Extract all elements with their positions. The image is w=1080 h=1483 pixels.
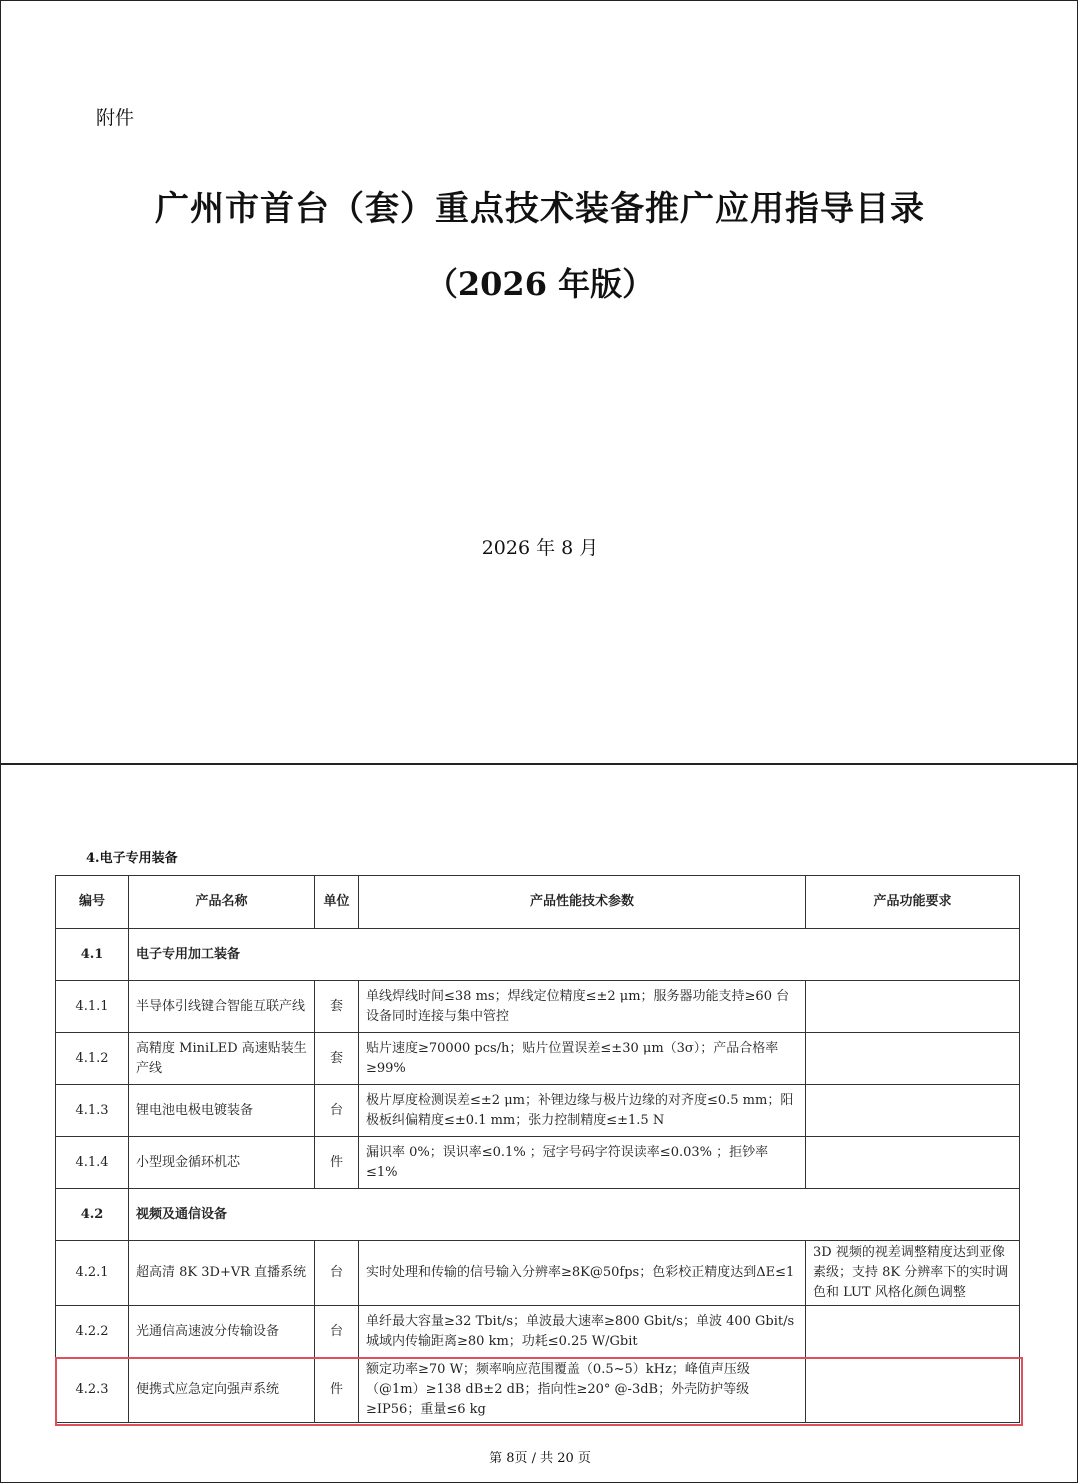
item-name: 便携式应急定向强声系统 <box>129 1358 315 1423</box>
item-params: 单线焊线时间≤38 ms；焊线定位精度≤±2 μm；服务器功能支持≥60 台设备同时连接与集中管控 <box>359 981 806 1033</box>
item-name: 半导体引线键合智能互联产线 <box>129 981 315 1033</box>
item-code: 4.1.2 <box>56 1033 129 1085</box>
item-name: 锂电池电极电镀装备 <box>129 1085 315 1137</box>
item-code: 4.2.3 <box>56 1358 129 1423</box>
header-code: 编号 <box>56 876 129 929</box>
page-footer: 第 8页 / 共 20 页 <box>489 1451 591 1466</box>
catalog-page <box>0 764 1078 1483</box>
item-function <box>806 1358 1020 1423</box>
category-name: 电子专用加工装备 <box>129 929 1020 981</box>
item-name: 小型现金循环机芯 <box>129 1137 315 1189</box>
category-row <box>56 1189 1020 1241</box>
item-params: 漏识率 0%；误识率≤0.1% ；冠字号码字符误读率≤0.03% ；拒钞率≤1% <box>359 1137 806 1189</box>
item-unit: 台 <box>315 1306 359 1358</box>
table-row <box>56 1306 1020 1358</box>
item-unit: 件 <box>315 1137 359 1189</box>
item-unit: 件 <box>315 1358 359 1423</box>
item-code: 4.1.1 <box>56 981 129 1033</box>
item-function <box>806 981 1020 1033</box>
header-unit: 单位 <box>315 876 359 929</box>
table-row-highlighted <box>56 1358 1020 1423</box>
item-unit: 套 <box>315 981 359 1033</box>
item-code: 4.2.2 <box>56 1306 129 1358</box>
catalog-table <box>55 875 1020 1423</box>
document-title: 广州市首台（套）重点技术装备推广应用指导目录 <box>155 189 925 229</box>
item-unit: 台 <box>315 1241 359 1306</box>
item-function <box>806 1085 1020 1137</box>
item-function: 3D 视频的视差调整精度达到亚像素级；支持 8K 分辨率下的实时调色和 LUT 风格化颜色调整 <box>806 1241 1020 1306</box>
document-subtitle: （2026 年版） <box>425 265 655 303</box>
item-code: 4.1.4 <box>56 1137 129 1189</box>
header-technical-params: 产品性能技术参数 <box>359 876 806 929</box>
item-function <box>806 1033 1020 1085</box>
item-name: 光通信高速波分传输设备 <box>129 1306 315 1358</box>
category-row <box>56 929 1020 981</box>
item-code: 4.2.1 <box>56 1241 129 1306</box>
item-code: 4.1.3 <box>56 1085 129 1137</box>
attachment-label: 附件 <box>96 107 135 129</box>
item-params: 极片厚度检测误差≤±2 μm；补锂边缘与极片边缘的对齐度≤0.5 mm；阳极板纠偏精度≤±0.1 mm；张力控制精度≤±1.5 N <box>359 1085 806 1137</box>
item-function <box>806 1137 1020 1189</box>
table-row <box>56 1137 1020 1189</box>
item-params: 贴片速度≥70000 pcs/h；贴片位置误差≤±30 μm（3σ）；产品合格率≥99% <box>359 1033 806 1085</box>
table-row <box>56 1033 1020 1085</box>
section-heading: 4.电子专用装备 <box>86 851 178 866</box>
table-row <box>56 981 1020 1033</box>
item-function <box>806 1306 1020 1358</box>
header-function-requirements: 产品功能要求 <box>806 876 1020 929</box>
item-params: 额定功率≥70 W；频率响应范围覆盖（0.5~5）kHz；峰值声压级（@1m）≥138 dB±2 dB；指向性≥20° @-3dB；外壳防护等级≥IP56；重量≤6 kg <box>359 1358 806 1423</box>
category-code: 4.2 <box>56 1189 129 1241</box>
item-unit: 台 <box>315 1085 359 1137</box>
item-unit: 套 <box>315 1033 359 1085</box>
item-params: 实时处理和传输的信号输入分辨率≥8K@50fps；色彩校正精度达到ΔE≤1 <box>359 1241 806 1306</box>
item-params: 单纤最大容量≥32 Tbit/s；单波最大速率≥800 Gbit/s；单波 400 Gbit/s 城域内传输距离≥80 km；功耗≤0.25 W/Gbit <box>359 1306 806 1358</box>
document-date: 2026 年 8 月 <box>481 537 599 559</box>
item-name: 超高清 8K 3D+VR 直播系统 <box>129 1241 315 1306</box>
item-name: 高精度 MiniLED 高速贴装生产线 <box>129 1033 315 1085</box>
category-name: 视频及通信设备 <box>129 1189 1020 1241</box>
table-row <box>56 1085 1020 1137</box>
category-code: 4.1 <box>56 929 129 981</box>
table-row <box>56 1241 1020 1306</box>
table-header-row <box>56 876 1020 929</box>
header-product-name: 产品名称 <box>129 876 315 929</box>
